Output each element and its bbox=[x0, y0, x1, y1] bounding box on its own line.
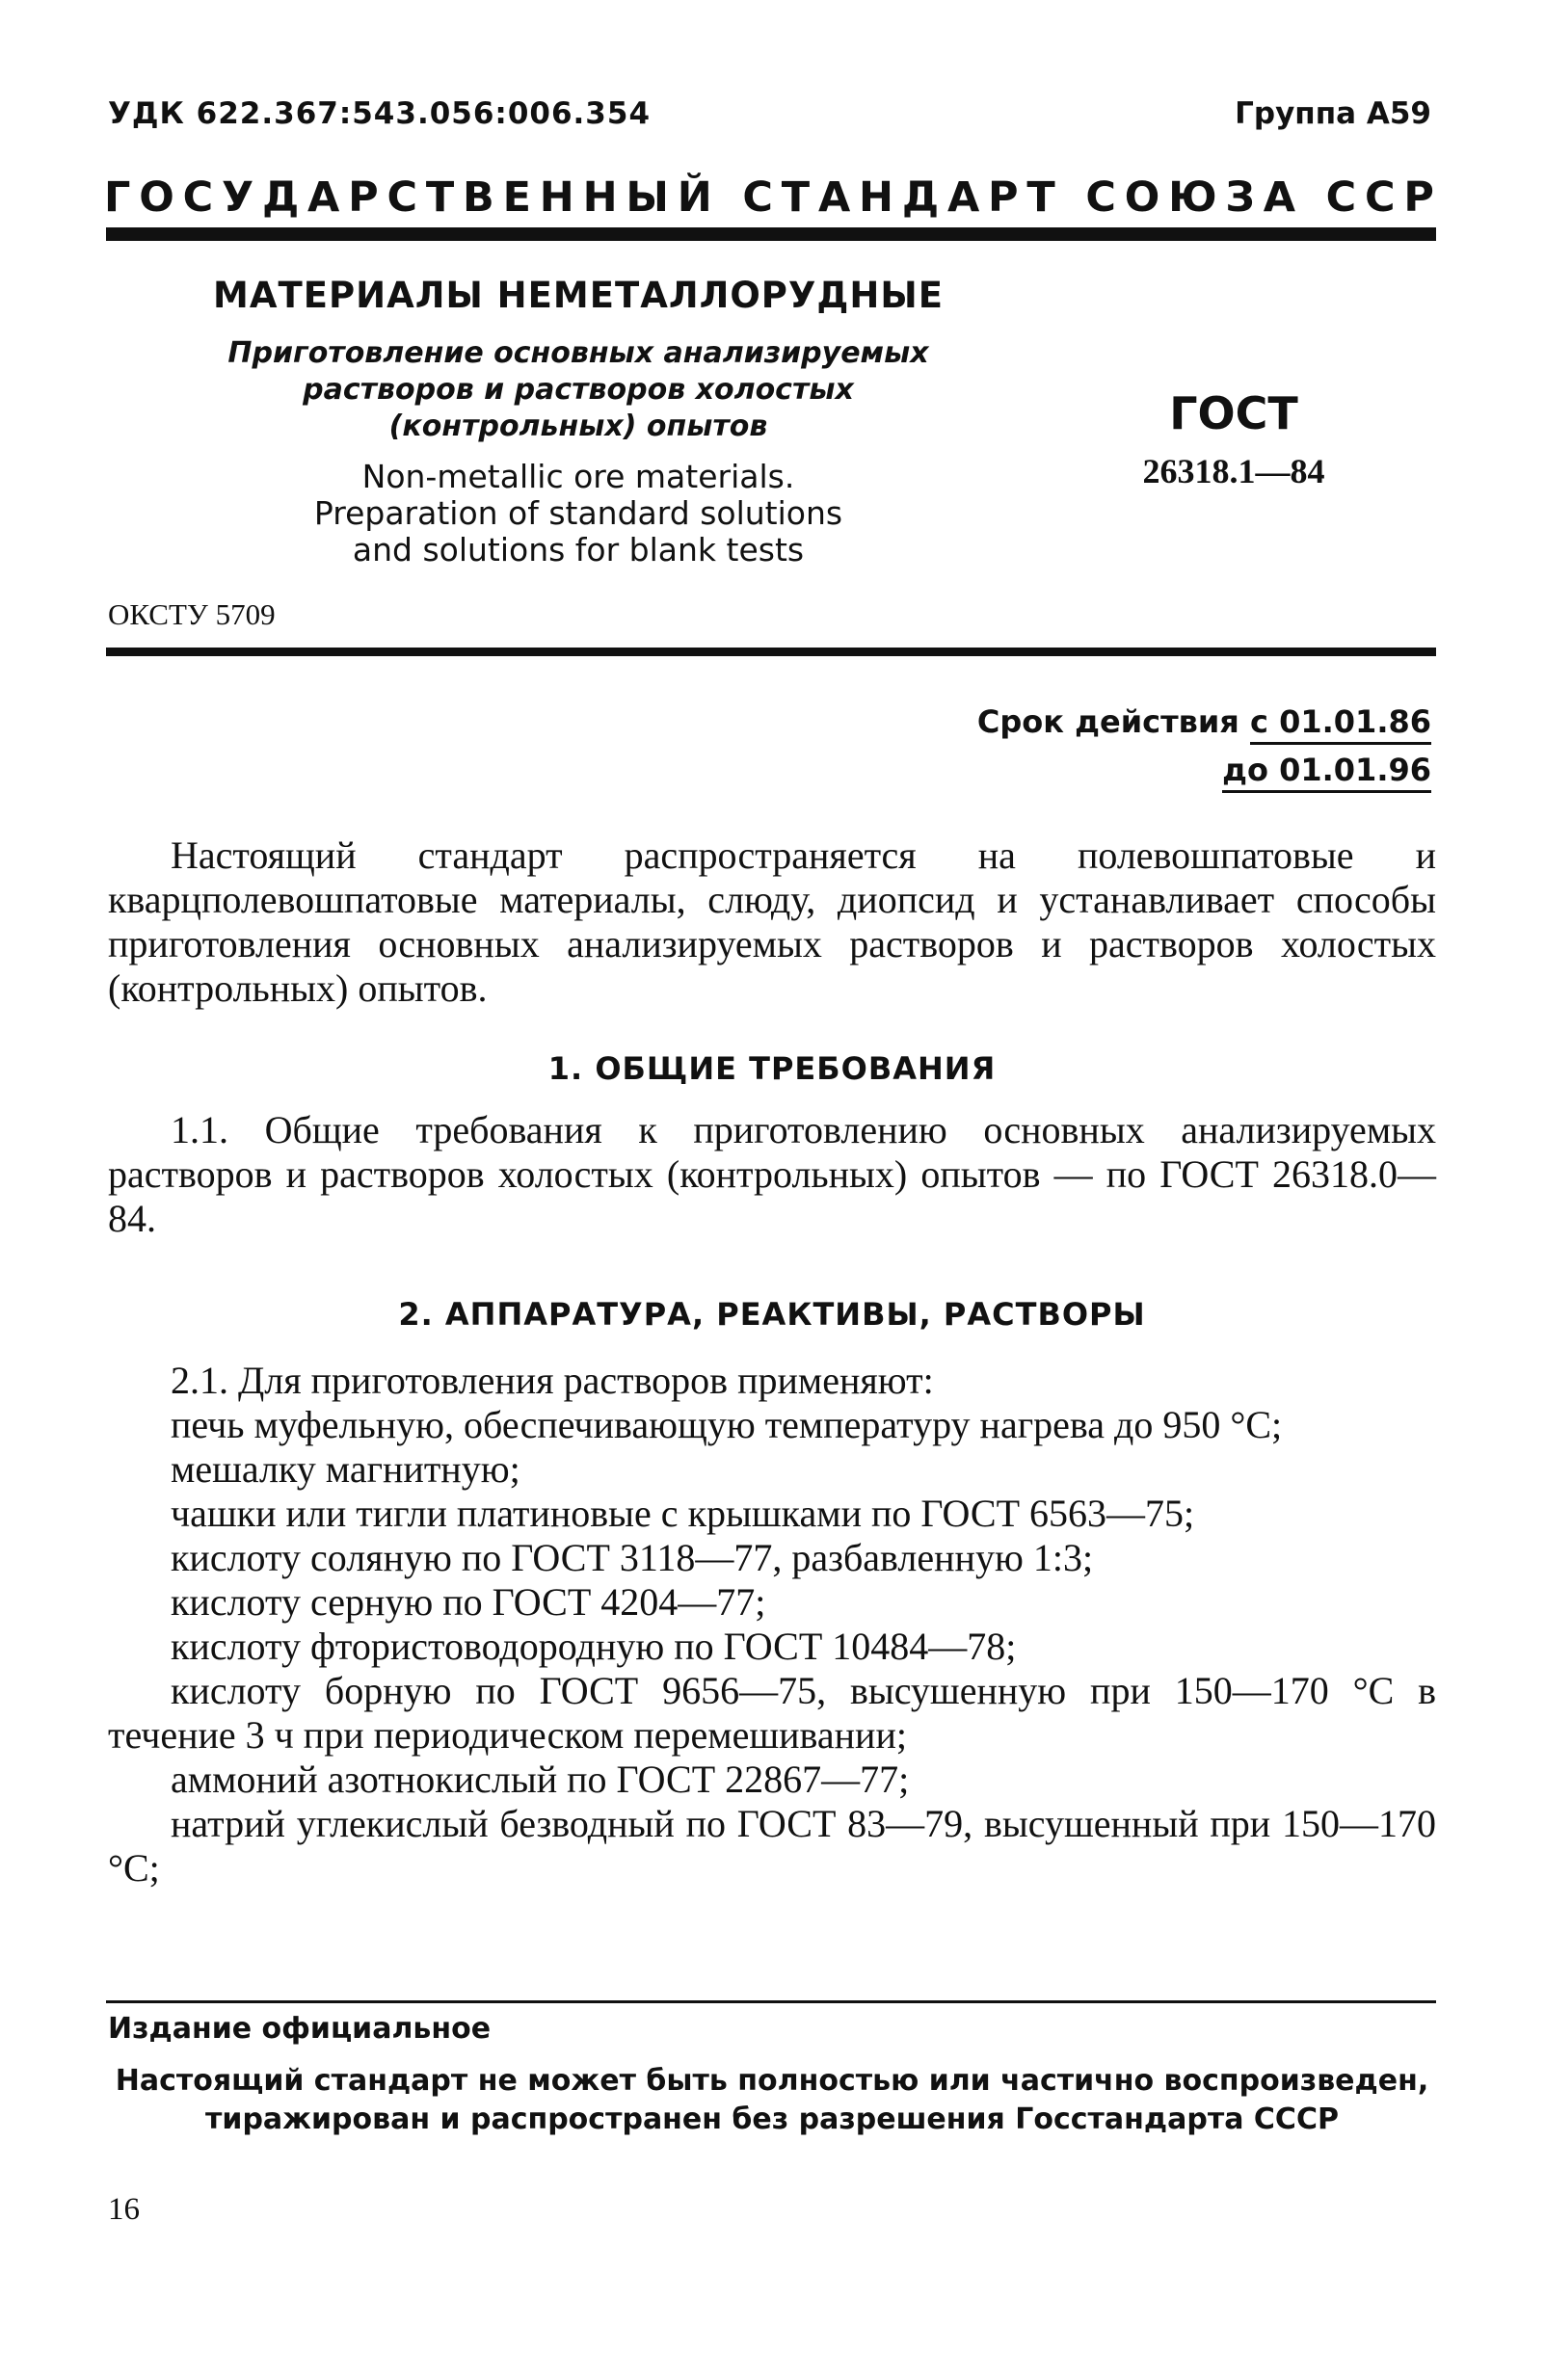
title-letter: Т bbox=[425, 173, 455, 222]
title-letter: Д bbox=[901, 173, 940, 222]
title-letter: Ы bbox=[626, 173, 669, 222]
list-item: чашки или тигли платиновые с крышками по ГОСТ 6563—75; bbox=[171, 1492, 1195, 1535]
page-number: 16 bbox=[108, 2192, 140, 2227]
clause-1-1: 1.1. Общие требования к приготовлению основных анализируемых растворов и растворов холостых (контрольных) опытов — по ГОСТ 26318.0—84. bbox=[108, 1108, 1436, 1240]
notice-line: тиражирован и распространен без разрешения Госстандарта СССР bbox=[205, 2102, 1339, 2136]
list-item: кислоту борную по ГОСТ 9656—75, высушенную при 150—170 °С в течение 3 ч при периодическом перемешивании; bbox=[108, 1669, 1436, 1757]
title-letter: В bbox=[463, 173, 494, 222]
title-letter: А bbox=[946, 173, 980, 222]
subtitle-ru-line: Приготовление основных анализируемых bbox=[227, 336, 929, 370]
title-letter: Р bbox=[988, 173, 1019, 222]
notice-line: Настоящий стандарт не может быть полностью или частично воспроизведен, bbox=[115, 2064, 1429, 2098]
title-letter: У bbox=[221, 173, 254, 222]
title-letter: Н bbox=[859, 173, 894, 222]
subtitle-en-line: Preparation of standard solutions bbox=[313, 494, 843, 532]
title-letter: А bbox=[307, 173, 340, 222]
title-letter: С bbox=[1085, 173, 1116, 222]
okstu-code: ОКСТУ 5709 bbox=[108, 597, 276, 631]
section-2-heading: 2. АППАРАТУРА, РЕАКТИВЫ, РАСТВОРЫ bbox=[398, 1296, 1146, 1333]
title-letter: Й bbox=[677, 173, 712, 222]
title-space bbox=[721, 173, 734, 222]
gost-number: 26318.1—84 bbox=[1142, 452, 1325, 490]
list-item: кислоту соляную по ГОСТ 3118—77, разбавленную 1:3; bbox=[171, 1536, 1094, 1579]
copyright-notice bbox=[108, 2062, 1436, 2139]
title-letter: С bbox=[386, 173, 418, 222]
subtitle-ru-line: (контрольных) опытов bbox=[388, 410, 768, 443]
validity-line-from bbox=[977, 698, 1431, 746]
clause-2-1: 2.1. Для приготовления растворов применяют: bbox=[171, 1359, 934, 1402]
title-letter: Е bbox=[502, 173, 531, 222]
standard-subtitle-en bbox=[212, 459, 945, 569]
title-letter: Р bbox=[1403, 173, 1434, 222]
state-standard-title bbox=[104, 173, 1434, 222]
header-rule bbox=[106, 227, 1436, 241]
validity-from: с 01.01.86 bbox=[1250, 703, 1431, 745]
list-item: мешалку магнитную; bbox=[171, 1447, 520, 1491]
title-letter: О bbox=[1124, 173, 1160, 222]
title-letter: С bbox=[1365, 173, 1396, 222]
edition-note: Издание официальное bbox=[108, 2012, 492, 2046]
title-block bbox=[212, 275, 945, 569]
title-letter: Н bbox=[582, 173, 618, 222]
validity-label: Срок действия bbox=[976, 703, 1239, 740]
validity-to: до 01.01.96 bbox=[1222, 752, 1431, 793]
udk-code: УДК 622.367:543.056:006.354 bbox=[108, 96, 652, 131]
title-letter: З bbox=[1225, 173, 1255, 222]
title-letter: Т bbox=[1026, 173, 1055, 222]
section-1-heading: 1. ОБЩИЕ ТРЕБОВАНИЯ bbox=[547, 1050, 997, 1087]
list-item: натрий углекислый безводный по ГОСТ 83—79, высушенный при 150—170 °С; bbox=[108, 1802, 1436, 1890]
title-space bbox=[1304, 173, 1318, 222]
title-letter: Г bbox=[104, 173, 131, 222]
title-letter: Т bbox=[781, 173, 811, 222]
section-rule bbox=[106, 648, 1436, 656]
subtitle-ru-line: растворов и растворов холостых bbox=[303, 373, 854, 407]
title-letter: Д bbox=[261, 173, 300, 222]
title-letter: Р bbox=[348, 173, 379, 222]
list-item: печь муфельную, обеспечивающую температуру нагрева до 950 °С; bbox=[171, 1403, 1283, 1446]
list-item: кислоту фтористоводородную по ГОСТ 10484—78; bbox=[171, 1625, 1017, 1668]
list-item: кислоту серную по ГОСТ 4204—77; bbox=[171, 1580, 766, 1624]
title-space bbox=[1064, 173, 1078, 222]
group-code: Группа А59 bbox=[1235, 96, 1431, 131]
validity-line-to bbox=[977, 746, 1431, 794]
gost-label: ГОСТ bbox=[1169, 387, 1298, 439]
validity-period bbox=[977, 698, 1431, 794]
standard-subtitle-ru bbox=[212, 335, 945, 445]
title-letter: А bbox=[817, 173, 851, 222]
list-item: аммоний азотнокислый по ГОСТ 22867—77; bbox=[171, 1758, 910, 1801]
title-letter: О bbox=[139, 173, 174, 222]
title-letter: Ю bbox=[1168, 173, 1217, 222]
subtitle-en-line: and solutions for blank tests bbox=[352, 531, 805, 569]
reagents-list bbox=[108, 1403, 1436, 1891]
title-letter: А bbox=[1263, 173, 1296, 222]
subtitle-en-line: Non-metallic ore materials. bbox=[361, 458, 795, 495]
standard-title: МАТЕРИАЛЫ НЕМЕТАЛЛОРУДНЫЕ bbox=[213, 275, 944, 316]
title-letter: С bbox=[1325, 173, 1357, 222]
title-letter: Н bbox=[539, 173, 574, 222]
intro-paragraph: Настоящий стандарт распространяется на полевошпатовые и кварцполевошпатовые материалы, слюду, диопсид и устанавливает способы приготовления основных анализируемых растворов и растворов холостых (контрольных) опытов. bbox=[108, 833, 1436, 1010]
title-letter: С bbox=[742, 173, 773, 222]
title-letter: С bbox=[182, 173, 214, 222]
footer-rule bbox=[106, 2000, 1436, 2003]
